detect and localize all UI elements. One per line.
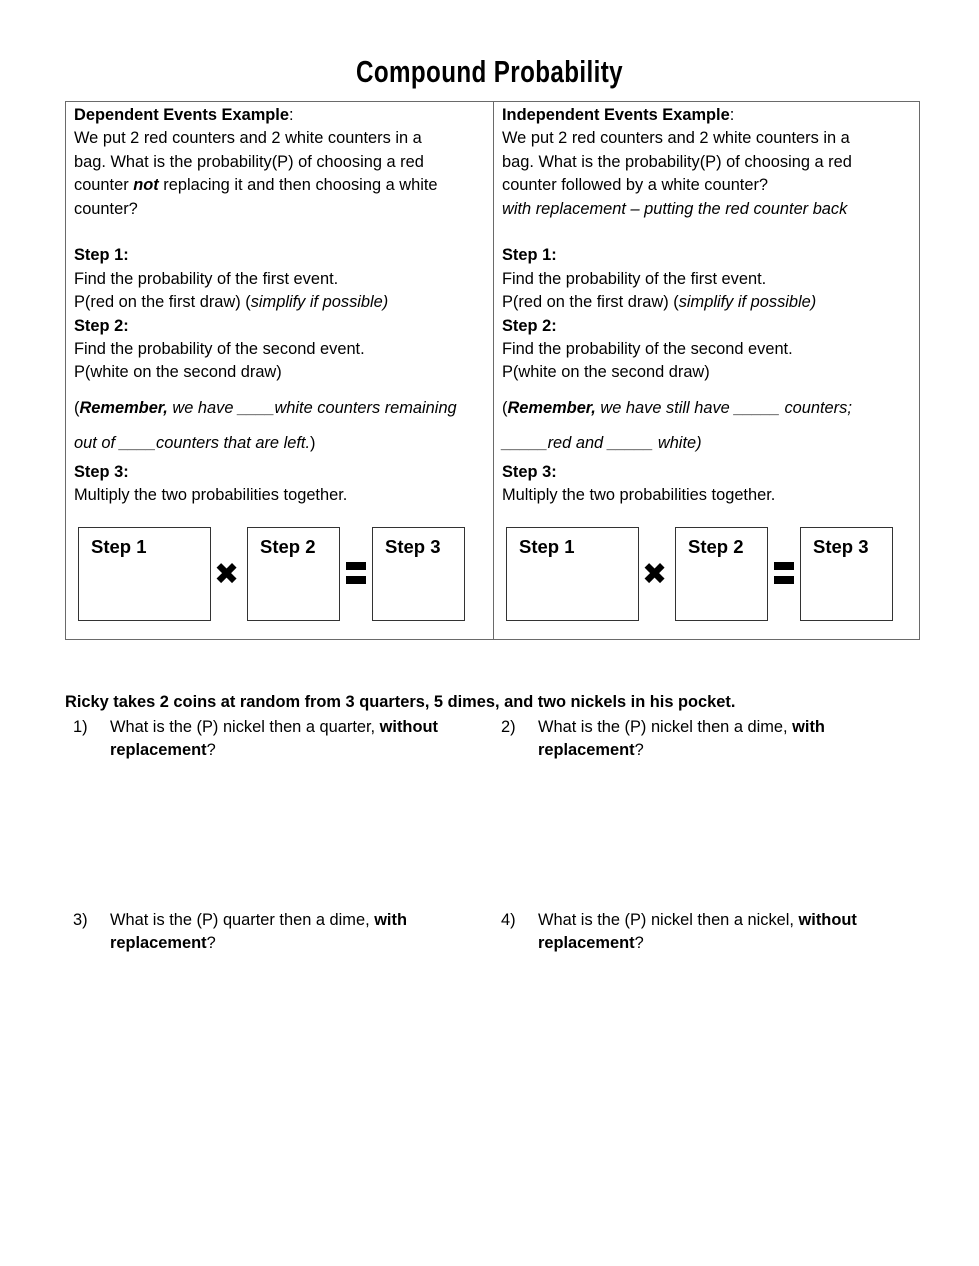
step2-p: P(white on the second draw) — [502, 363, 710, 382]
question-number: 2) — [501, 718, 516, 736]
text: _____red and _____ white) — [502, 433, 702, 452]
questions-intro: Ricky takes 2 coins at random from 3 quarters, 5 dimes, and two nickels in his pocket. — [65, 693, 736, 711]
multiply-icon: ✖ — [642, 558, 668, 591]
step1-p — [74, 291, 494, 314]
text: replacement — [538, 934, 635, 953]
simplify-hint: simplify if possible) — [678, 293, 817, 312]
step-box-label: Step 1 — [91, 536, 147, 557]
step2-box — [675, 527, 768, 621]
text: Remember, — [79, 398, 168, 417]
step1-label: Step 1: — [502, 246, 557, 265]
step1-label: Step 1: — [74, 246, 129, 265]
question-number: 3) — [73, 911, 88, 929]
step3-text: Multiply the two probabilities together. — [502, 486, 776, 505]
text: with — [792, 718, 825, 736]
step3-text: Multiply the two probabilities together. — [74, 486, 348, 505]
step1-text: Find the probability of the first event. — [74, 269, 339, 288]
text: What is the (P) quarter then a dime, — [110, 911, 375, 929]
text: Remember, — [507, 398, 596, 417]
colon: : — [288, 106, 294, 124]
step1-box — [506, 527, 639, 621]
text: What is the (P) nickel then a dime, — [538, 718, 793, 736]
text: ( — [74, 398, 80, 417]
text: replacing it and then choosing a white — [158, 176, 438, 195]
step-box-label: Step 1 — [519, 536, 575, 557]
remember-note — [502, 391, 922, 461]
text: out of ____counters that are left. — [74, 433, 310, 452]
step1-box — [78, 527, 211, 621]
text: without — [798, 911, 857, 929]
text: with — [374, 911, 407, 929]
text: What is the (P) nickel then a quarter, — [110, 718, 380, 736]
dependent-heading: Dependent Events Example — [74, 106, 289, 124]
step3-label: Step 3: — [74, 462, 129, 481]
step1-p — [502, 291, 922, 314]
text: ? — [206, 741, 216, 760]
step2-label: Step 2: — [502, 316, 557, 335]
step1-text: Find the probability of the first event. — [502, 269, 767, 288]
equals-icon — [346, 562, 366, 585]
dependent-text-line: bag. What is the probability(P) of choosing a red — [74, 152, 424, 171]
question-number: 4) — [501, 911, 516, 929]
text: replacement — [110, 741, 207, 760]
dependent-text-line — [74, 174, 494, 197]
text: replacement — [538, 741, 635, 760]
not-emphasis: not — [133, 176, 159, 195]
equals-icon — [774, 562, 794, 585]
text: P(red on the first draw) ( — [502, 293, 679, 312]
dependent-text-line: counter? — [74, 199, 138, 218]
step-boxes-independent — [506, 527, 926, 622]
text: we have ____white counters remaining — [167, 398, 457, 417]
multiply-icon: ✖ — [214, 558, 240, 591]
text: we have still have _____ counters; — [595, 398, 852, 417]
text: without — [379, 718, 438, 736]
text: ) — [310, 433, 316, 452]
step3-label: Step 3: — [502, 462, 557, 481]
page-title: Compound Probability — [355, 54, 624, 89]
question-number: 1) — [73, 718, 88, 736]
independent-heading: Independent Events Example — [502, 106, 730, 124]
step2-text: Find the probability of the second event. — [502, 340, 793, 359]
independent-text-line: with replacement – putting the red counter back — [502, 199, 848, 218]
step3-box — [372, 527, 465, 621]
text: replacement — [110, 934, 207, 953]
independent-text-line: We put 2 red counters and 2 white counters in a — [502, 129, 850, 148]
step-box-label: Step 2 — [688, 536, 744, 557]
text: ( — [502, 398, 508, 417]
step2-text: Find the probability of the second event. — [74, 340, 365, 359]
dependent-text-line: We put 2 red counters and 2 white counters in a — [74, 129, 422, 148]
dependent-example — [74, 104, 494, 508]
text: ? — [634, 934, 644, 953]
colon: : — [729, 106, 735, 124]
step2-box — [247, 527, 340, 621]
step-box-label: Step 3 — [813, 536, 869, 557]
step3-box — [800, 527, 893, 621]
text: What is the (P) nickel then a nickel, — [538, 911, 799, 929]
step-boxes-dependent — [78, 527, 498, 622]
independent-text-line: bag. What is the probability(P) of choosing a red — [502, 152, 852, 171]
step2-label: Step 2: — [74, 316, 129, 335]
independent-example — [502, 104, 922, 508]
text: ? — [634, 741, 644, 760]
text: counter — [74, 176, 134, 195]
step-box-label: Step 2 — [260, 536, 316, 557]
remember-note — [74, 391, 494, 461]
independent-text-line: counter followed by a white counter? — [502, 176, 769, 195]
simplify-hint: simplify if possible) — [250, 293, 389, 312]
examples-table — [65, 101, 920, 640]
text: ? — [206, 934, 216, 953]
step-box-label: Step 3 — [385, 536, 441, 557]
text: P(red on the first draw) ( — [74, 293, 251, 312]
step2-p: P(white on the second draw) — [74, 363, 282, 382]
